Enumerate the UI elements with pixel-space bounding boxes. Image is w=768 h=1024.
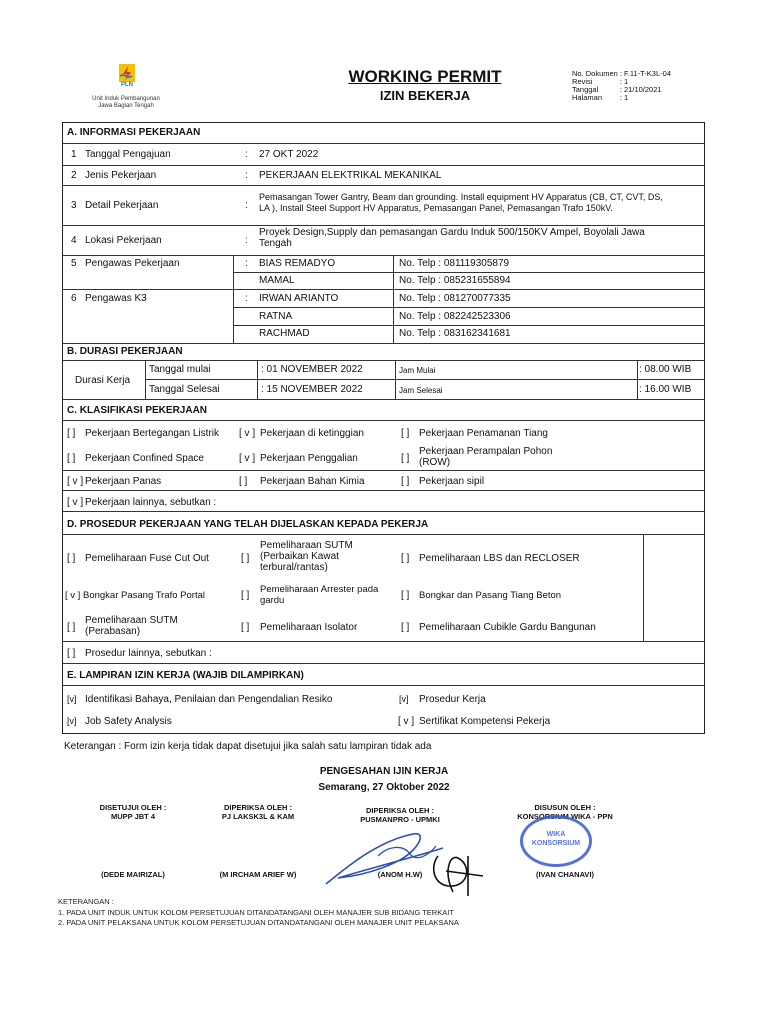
lampiran-item: Job Safety Analysis: [85, 716, 172, 727]
signer-role: DISETUJUI OLEH :: [99, 803, 167, 812]
checkbox[interactable]: [ ]: [67, 553, 76, 564]
section-d-title: D. PROSEDUR PEKERJAAN YANG TELAH DIJELASKAN KEPADA PEKERJA: [67, 519, 429, 530]
k3-name: RATNA: [259, 311, 293, 322]
klasifikasi-item: Pekerjaan Bahan Kimia: [260, 476, 365, 487]
meta-label: Revisi: [572, 77, 593, 86]
meta-value: : 1: [619, 77, 629, 86]
row-no: 6: [71, 293, 77, 304]
lampiran-item: Sertifikat Kompetensi Pekerja: [419, 716, 551, 727]
row-colon: :: [245, 235, 248, 246]
lampiran-item: Identifikasi Bahaya, Penilaian dan Pengendalian Resiko: [85, 694, 333, 705]
klasifikasi-item: Pekerjaan Penamanan Tiang: [419, 428, 548, 439]
checkbox[interactable]: [ ]: [67, 428, 76, 439]
checkbox[interactable]: [v]: [399, 694, 409, 704]
checkbox[interactable]: [ ]: [67, 648, 76, 659]
lokasi-pekerjaan-value: Proyek Design,Supply dan pemasangan Gardu Induk 500/150KV Ampel, Boyolali Jawa Tengah: [259, 227, 645, 249]
prosedur-item: Pemeliharaan Fuse Cut Out: [85, 553, 209, 564]
checkbox[interactable]: [ ]: [401, 476, 410, 487]
page-subtitle: IZIN BEKERJA: [379, 88, 471, 103]
footer-line: 1. PADA UNIT INDUK UNTUK KOLOM PERSETUJUAN DITANDATANGANI OLEH MANAJER SUB BIDANG TERKAIT: [58, 908, 454, 917]
checkbox[interactable]: [ ]: [67, 453, 76, 464]
prosedur-item: Pemeliharaan Cubikle Gardu Bangunan: [419, 622, 596, 633]
prosedur-item: Pemeliharaan SUTM (Perbaikan Kawat terbural/rantas): [260, 540, 353, 573]
meta-value: : 21/10/2021: [619, 85, 662, 94]
stamp-text: WIKA KONSORSIUM: [531, 831, 581, 847]
signer-unit: KONSORSIUM WIKA - PPN: [517, 812, 613, 821]
signer-3: [335, 806, 465, 824]
signer-4-name: (IVAN CHANAVI): [535, 870, 595, 879]
signer-role: DIPERIKSA OLEH :: [365, 806, 435, 815]
row-no: 1: [71, 149, 77, 160]
checkbox[interactable]: [ ]: [241, 622, 250, 633]
row-colon: :: [245, 170, 248, 181]
row-colon: :: [245, 293, 248, 304]
logo-text: PLN: [121, 82, 133, 88]
meta-label: Halaman: [572, 93, 603, 102]
row-colon: :: [245, 258, 248, 269]
section-e-title: E. LAMPIRAN IZIN KERJA (WAJIB DILAMPIRKAN): [67, 670, 304, 681]
meta-label: No. Dokumen: [572, 69, 618, 78]
signer-2-name: (M IRCHAM ARIEF W): [219, 870, 297, 879]
checkbox[interactable]: [ ]: [241, 553, 250, 564]
prosedur-item: Pemeliharaan SUTM (Perabasan): [85, 615, 178, 637]
row-label: Pengawas Pekerjaan: [85, 258, 180, 269]
prosedur-item: Pemeliharaan Isolator: [260, 622, 358, 633]
doc-meta: [572, 70, 673, 102]
section-a-title: A. INFORMASI PEKERJAAN: [67, 127, 201, 138]
tanggal-selesai-value: : 15 NOVEMBER 2022: [261, 384, 363, 395]
approval-title: PENGESAHAN IJIN KERJA: [319, 766, 449, 777]
section-c-title: C. KLASIFIKASI PEKERJAAN: [67, 405, 208, 416]
checkbox[interactable]: [ v ]: [398, 716, 415, 727]
checkbox[interactable]: [ ]: [401, 622, 410, 633]
checkbox[interactable]: [ v ]: [65, 590, 81, 601]
signer-unit: PUSMANPRO - UPMKI: [360, 815, 440, 824]
row-label: Detail Pekerjaan: [85, 200, 159, 211]
tanggal-pengajuan-value: 27 OKT 2022: [259, 149, 319, 160]
klasifikasi-other: Pekerjaan lainnya, sebutkan :: [85, 497, 217, 508]
prosedur-item: Bongkar Pasang Trafo Portal: [83, 590, 205, 601]
checkbox[interactable]: [ v ]: [239, 428, 256, 439]
k3-name: RACHMAD: [259, 328, 310, 339]
checkbox[interactable]: [ v ]: [239, 453, 256, 464]
row-colon: :: [245, 200, 248, 211]
checkbox[interactable]: [v]: [67, 694, 77, 704]
checkbox[interactable]: [ ]: [67, 622, 76, 633]
klasifikasi-item: Pekerjaan Confined Space: [85, 453, 204, 464]
row-label: Pengawas K3: [85, 293, 147, 304]
detail-pekerjaan-value: Pemasangan Tower Gantry, Beam dan grounding. Install equipment HV Apparatus (CB, CT, CVT, DS, LA ), Install Steel Support HV Apparatus, Pemasangan Panel, Pemasangan Trafo 150kV.: [259, 192, 663, 213]
org-name: Unit Induk Pembangunan Jawa Bagian Tengah: [92, 96, 160, 109]
checkbox[interactable]: [ ]: [401, 453, 410, 464]
pengawas-telp: No. Telp : 081119305879: [399, 258, 510, 269]
pengawas-name: BIAS REMADYO: [259, 258, 336, 269]
pengawas-telp: No. Telp : 085231655894: [399, 275, 511, 286]
pln-logo: [116, 62, 138, 92]
signer-1: [78, 803, 188, 821]
jam-mulai-label: Jam Mulai: [399, 366, 436, 375]
row-no: 5: [71, 258, 77, 269]
checkbox[interactable]: [ ]: [401, 590, 410, 601]
signer-role: DIPERIKSA OLEH :: [223, 803, 293, 812]
checkbox[interactable]: [ ]: [241, 590, 250, 601]
checkbox[interactable]: [ v ]: [67, 476, 84, 487]
meta-value: : F.11-T-K3L-04: [619, 69, 671, 78]
row-no: 2: [71, 170, 77, 181]
checkbox[interactable]: [ ]: [401, 553, 410, 564]
klasifikasi-item: Pekerjaan Panas: [85, 476, 162, 487]
keterangan-note: Keterangan : Form izin kerja tidak dapat disetujui jika salah satu lampiran tidak ada: [64, 741, 432, 752]
klasifikasi-item: Pekerjaan sipil: [419, 476, 485, 487]
k3-telp: No. Telp : 081270077335: [399, 293, 511, 304]
footer-line: 2. PADA UNIT PELAKSANA UNTUK KOLOM PERSETUJUAN DITANDATANGANI OLEH MANAJER UNIT PELAKSANA: [58, 918, 459, 927]
row-label: Tanggal Pengajuan: [85, 149, 171, 160]
tanggal-mulai-label: Tanggal mulai: [149, 364, 211, 375]
meta-label: Tanggal: [572, 85, 599, 94]
signer-1-name: (DEDE MAIRIZAL): [101, 870, 165, 879]
k3-name: IRWAN ARIANTO: [259, 293, 339, 304]
klasifikasi-item: Pekerjaan di ketinggian: [260, 428, 364, 439]
approval-place-date: Semarang, 27 Oktober 2022: [318, 782, 450, 793]
checkbox[interactable]: [ ]: [239, 476, 248, 487]
durasi-label: Durasi Kerja: [75, 375, 131, 386]
k3-telp: No. Telp : 083162341681: [399, 328, 511, 339]
row-no: 3: [71, 200, 77, 211]
prosedur-item: Bongkar dan Pasang Tiang Beton: [419, 590, 562, 601]
page-title: WORKING PERMIT: [348, 67, 502, 86]
row-label: Jenis Pekerjaan: [85, 170, 157, 181]
tanggal-selesai-label: Tanggal Selesai: [149, 384, 220, 395]
section-b-title: B. DURASI PEKERJAAN: [67, 346, 183, 357]
klasifikasi-item: Pekerjaan Bertegangan Listrik: [85, 428, 219, 439]
signature-graphic: [318, 826, 498, 896]
footer-title: KETERANGAN :: [58, 897, 114, 906]
row-colon: :: [245, 149, 248, 160]
tanggal-mulai-value: : 01 NOVEMBER 2022: [261, 364, 363, 375]
company-stamp: [520, 815, 592, 867]
lampiran-item: Prosedur Kerja: [419, 694, 486, 705]
meta-value: : 1: [619, 93, 629, 102]
klasifikasi-item: Pekerjaan Penggalian: [260, 453, 358, 464]
signer-3-name: (ANOM H.W): [377, 870, 423, 879]
jam-selesai-label: Jam Selesai: [399, 386, 443, 395]
jenis-pekerjaan-value: PEKERJAAN ELEKTRIKAL MEKANIKAL: [259, 170, 442, 181]
jam-mulai-value: : 08.00 WIB: [639, 364, 692, 375]
prosedur-other: Prosedur lainnya, sebutkan :: [85, 648, 212, 659]
row-label: Lokasi Pekerjaan: [85, 235, 162, 246]
signer-2: [198, 803, 318, 821]
permit-form: [62, 122, 705, 734]
row-no: 4: [71, 235, 77, 246]
signer-role: DISUSUN OLEH :: [534, 803, 596, 812]
signer-unit: MUPP JBT 4: [110, 812, 156, 821]
prosedur-item: Pemeliharaan Arrester pada gardu: [260, 584, 379, 606]
checkbox[interactable]: [v]: [67, 716, 77, 726]
checkbox[interactable]: [ v ]: [67, 497, 84, 508]
checkbox[interactable]: [ ]: [401, 428, 410, 439]
prosedur-item: Pemeliharaan LBS dan RECLOSER: [419, 553, 580, 564]
signer-unit: PJ LAKSK3L & KAM: [221, 812, 295, 821]
klasifikasi-item: Pekerjaan Perampalan Pohon (ROW): [419, 446, 553, 468]
pengawas-name: MAMAL: [259, 275, 295, 286]
k3-telp: No. Telp : 082242523306: [399, 311, 511, 322]
jam-selesai-value: : 16.00 WIB: [639, 384, 692, 395]
